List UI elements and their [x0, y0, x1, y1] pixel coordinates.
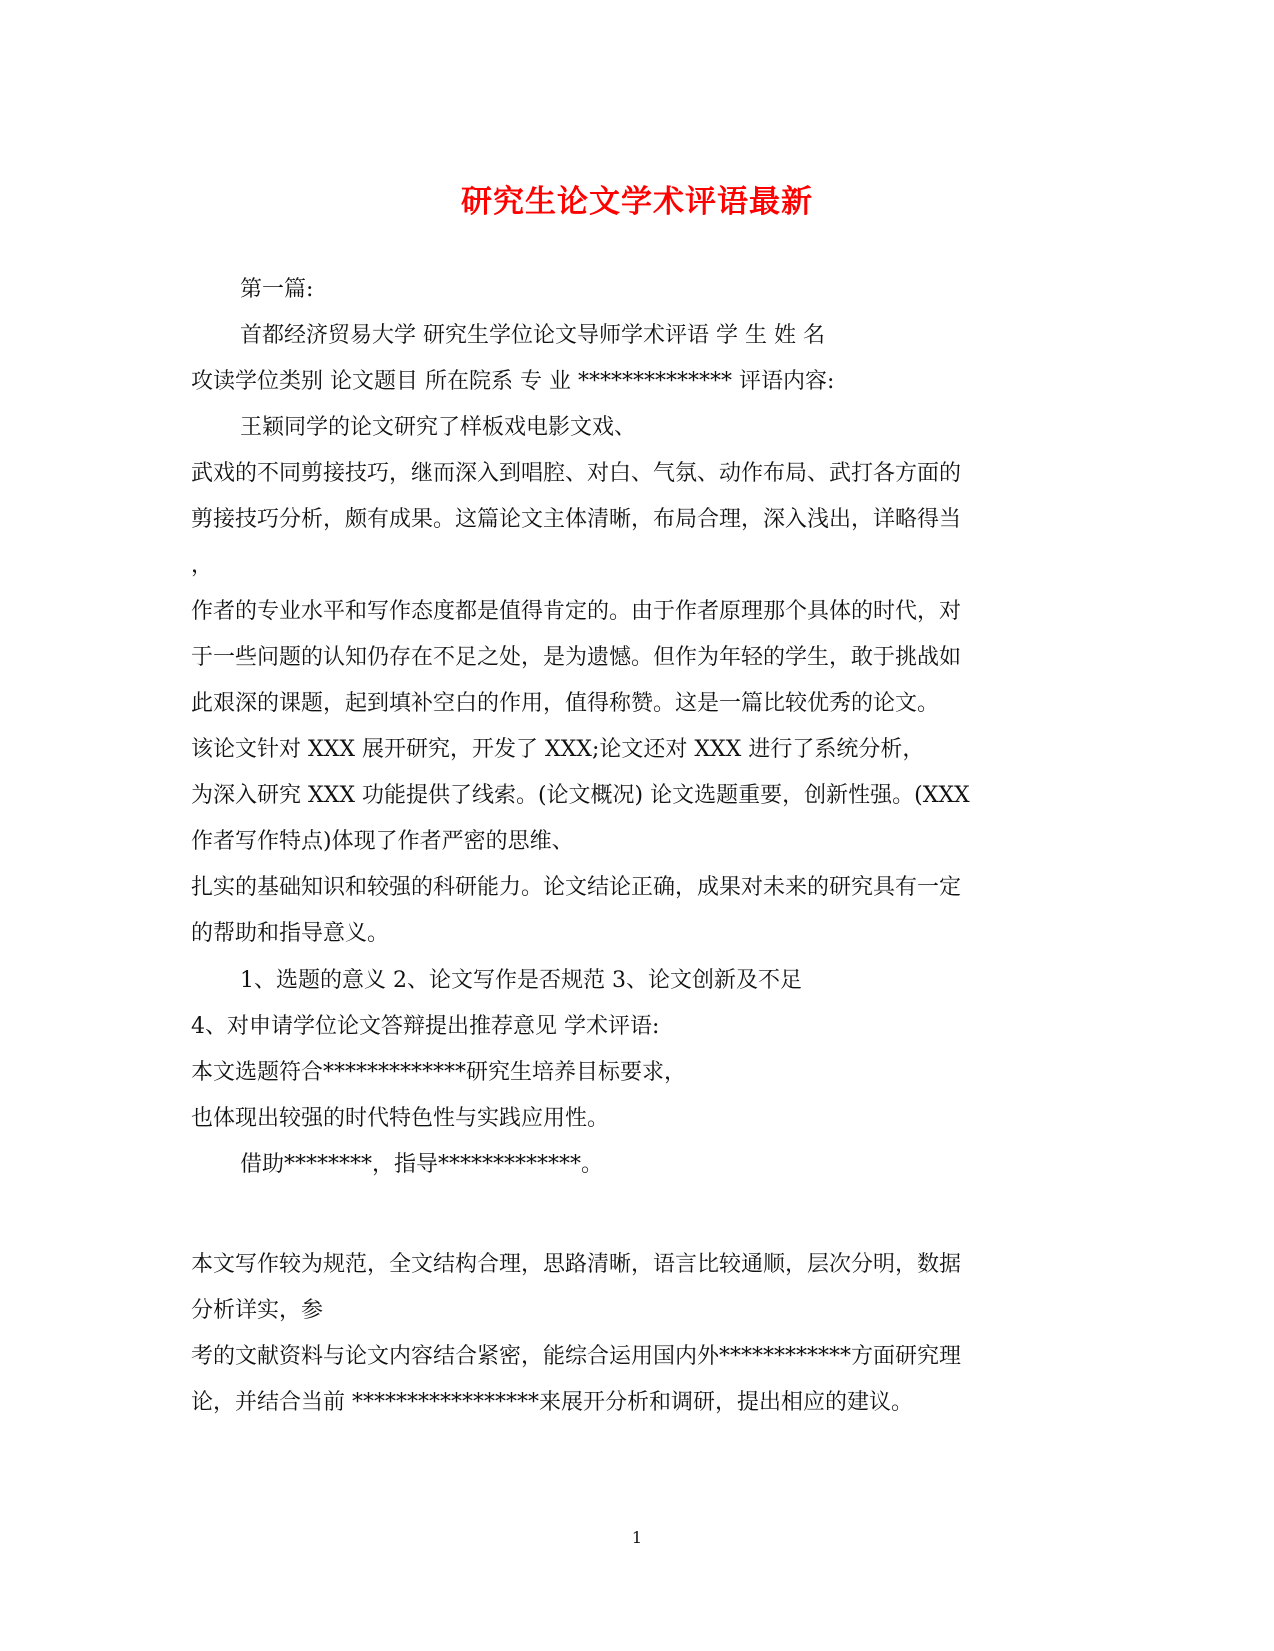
- text-line: 武戏的不同剪接技巧，继而深入到唱腔、对白、气氛、动作布局、武打各方面的: [191, 461, 962, 486]
- text-line: 王颖同学的论文研究了样板戏电影文戏、: [240, 415, 637, 440]
- text-line: 本文选题符合*************研究生培养目标要求，: [191, 1060, 687, 1085]
- text-line: 扎实的基础知识和较强的科研能力。论文结论正确，成果对未来的研究具有一定: [191, 875, 962, 900]
- text-line: 于一些问题的认知仍存在不足之处，是为遗憾。但作为年轻的学生，敢于挑战如: [191, 645, 962, 670]
- text-line: 本文写作较为规范，全文结构合理，思路清晰，语言比较通顺，层次分明，数据: [191, 1252, 962, 1277]
- page-number: 1: [631, 1528, 643, 1547]
- text-line: 剪接技巧分析，颇有成果。这篇论文主体清晰，布局合理，深入浅出，详略得当: [191, 507, 962, 532]
- text-line: 论，并结合当前 *****************来展开分析和调研，提出相应的建议。: [191, 1390, 913, 1415]
- text-line: 此艰深的课题，起到填补空白的作用，值得称赞。这是一篇比较优秀的论文。: [191, 691, 940, 716]
- text-line: 考的文献资料与论文内容结合紧密，能综合运用国内外************方面研究理: [191, 1344, 962, 1369]
- text-line: ，: [191, 553, 214, 578]
- text-line: 1、选题的意义 2、论文写作是否规范 3、论文创新及不足: [240, 968, 802, 993]
- text-line: 首都经济贸易大学 研究生学位论文导师学术评语 学 生 姓 名: [240, 323, 825, 348]
- text-line: 作者的专业水平和写作态度都是值得肯定的。由于作者原理那个具体的时代，对: [191, 599, 962, 624]
- text-line: 作者写作特点)体现了作者严密的思维、: [191, 829, 574, 854]
- text-line: 攻读学位类别 论文题目 所在院系 专 业 ************** 评语内容:: [191, 369, 835, 394]
- text-line: 第一篇:: [240, 277, 314, 302]
- text-line: 的帮助和指导意义。: [191, 921, 390, 946]
- text-line: 借助********，指导*************。: [240, 1152, 604, 1177]
- document-title: 研究生论文学术评语最新: [461, 184, 813, 220]
- text-line: 4、对申请学位论文答辩提出推荐意见 学术评语:: [191, 1014, 660, 1039]
- text-line: 也体现出较强的时代特色性与实践应用性。: [191, 1106, 610, 1131]
- text-line: 该论文针对 XXX 展开研究，开发了 XXX;论文还对 XXX 进行了系统分析，: [191, 737, 925, 762]
- text-line: 分析详实，参: [191, 1298, 324, 1323]
- text-line: 为深入研究 XXX 功能提供了线索。(论文概况) 论文选题重要，创新性强。(XXX: [191, 783, 970, 808]
